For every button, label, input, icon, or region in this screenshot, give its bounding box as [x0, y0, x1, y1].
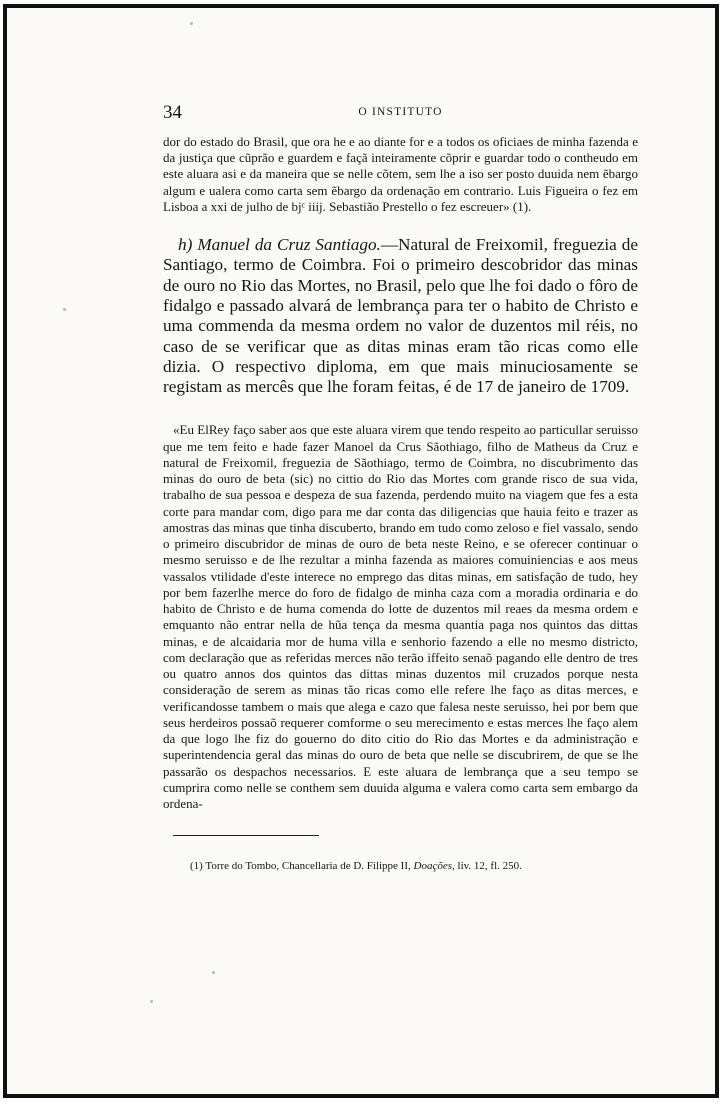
entry-h-paragraph [163, 235, 638, 397]
entry-marker: h) [178, 235, 193, 255]
footnote-marker: (1) [190, 860, 203, 873]
page-header [163, 100, 638, 124]
entry-heading: Manuel da Cruz Santiago. [197, 235, 381, 255]
book-page [163, 100, 638, 873]
paper-speck [63, 308, 66, 311]
running-head: O INSTITUTO [358, 106, 443, 118]
footnote-work-title: Doações, [413, 860, 455, 873]
footnote-source: Torre do Tombo, Chancellaria de D. Filippe II, [205, 860, 411, 873]
paper-speck [212, 971, 215, 974]
paper-speck [150, 1000, 153, 1003]
continued-document-text: dor do estado do Brasil, que ora he e ao diante for e a todos os oficiaes de minha fazenda e da justiça que cũprão e guardem e façã inteiramente cõprir e guardar todo o contheudo em este aluara asi e da maneira que se nelle cõtem, sem lhe a iso ser posto duuida nem ẽbargo algum e ualera como carta sem ẽbargo da ordenação em contrario. Luis Figueira o fez em Lisboa a xxi de julho de bjᶜ iiij. Sebastião Prestello o fez escreuer» (1). [163, 134, 638, 214]
entry-dash: — [380, 235, 399, 255]
footnote [190, 859, 638, 873]
paper-speck [190, 22, 193, 25]
page-number: 34 [163, 102, 182, 123]
entry-body: Natural de Freixomil, freguezia de Santiago, termo de Coimbra. Foi o primeiro descobridor das minas de ouro no Rio das Mortes, no Brasil, pelo que lhe foi dado o fôro de fidalgo e passado alvará de lembrança para ter o habito de Christo e uma commenda da mesma ordem no valor de duzentos mil réis, no caso de se verificar que as ditas minas eram tão ricas como elle dizia. O respectivo diploma, em que mais minuciosamente se registam as mercês que lhe foram feitas, é de 17 de janeiro de 1709. [163, 235, 638, 397]
royal-charter-quotation: «Eu ElRey faço saber aos que este aluara virem que tendo respeito ao particullar seruisso que me tem feito e hade fazer Manoel da Crus Sãothiago, filho de Matheus da Cruz e natural de Freixomil, freguezia de Sãothiago, termo de Coimbra, no discubrimento das minas do ouro de beta (sic) no cittio do Rio das Mortes com grande risco de sua vida, trabalho de sua pessoa e despeza de sua fazenda, perdendo muito na viagem que fes a esta corte para mandar com, digo para me dar conta das diligencias que hauia feito e trazer as amostras das minas que tinha discuberto, brando em tudo como zeloso e fiel vassalo, sendo o primeiro discubridor de minas de ouro de beta neste Reino, e se oferecer continuar o mesmo seruisso e de lhe rezultar a minha fazenda as maiores comuiniencias e aos meus vassalos vtilidade d'este interece no emprego das ditas minas, em satisfação de tudo, hey por bem fazerlhe merce do foro de fidalgo de minha caza com a moradia ordinaria e do habito de Christo e de huma comenda do lotte de duzentos mil reaes da mesma ordem e emquanto não entrar nella de hũa tença da mesma quantia paga nos quintos das dittas minas, e de alcaidaria mor de huma villa e senhorio fazendo a elle no mesmo districto, com declaração que as referidas merces não terão iffeito senaõ pagando elle dentro de tres ou quatro annos dos quintos das dittas minas duzentos mil cruzados porque nesta consideração de serem as minas tão ricas como elle refere lhe faço as ditas merces, e verificandosse tambem o mais que alega e cazo que falesa neste seruisso, hei por bem que seus herdeiros possaõ requerer comforme o seu merecimento e estas merces lhe faço alem da que logo lhe fiz do gouerno do dito citio do Rio das Mortes e da administração e superintendencia geral das minas do ouro de beta que nelle se discubrirem, de que se lhe passarão os despachos necessarios. E este aluara de lembrança que a seu tempo se cumprira como nelle se conthem sem duuida alguma e valera como carta sem embargo da ordena- [163, 422, 638, 812]
footnote-location: liv. 12, fl. 250. [457, 860, 522, 873]
footnote-rule [173, 835, 319, 836]
